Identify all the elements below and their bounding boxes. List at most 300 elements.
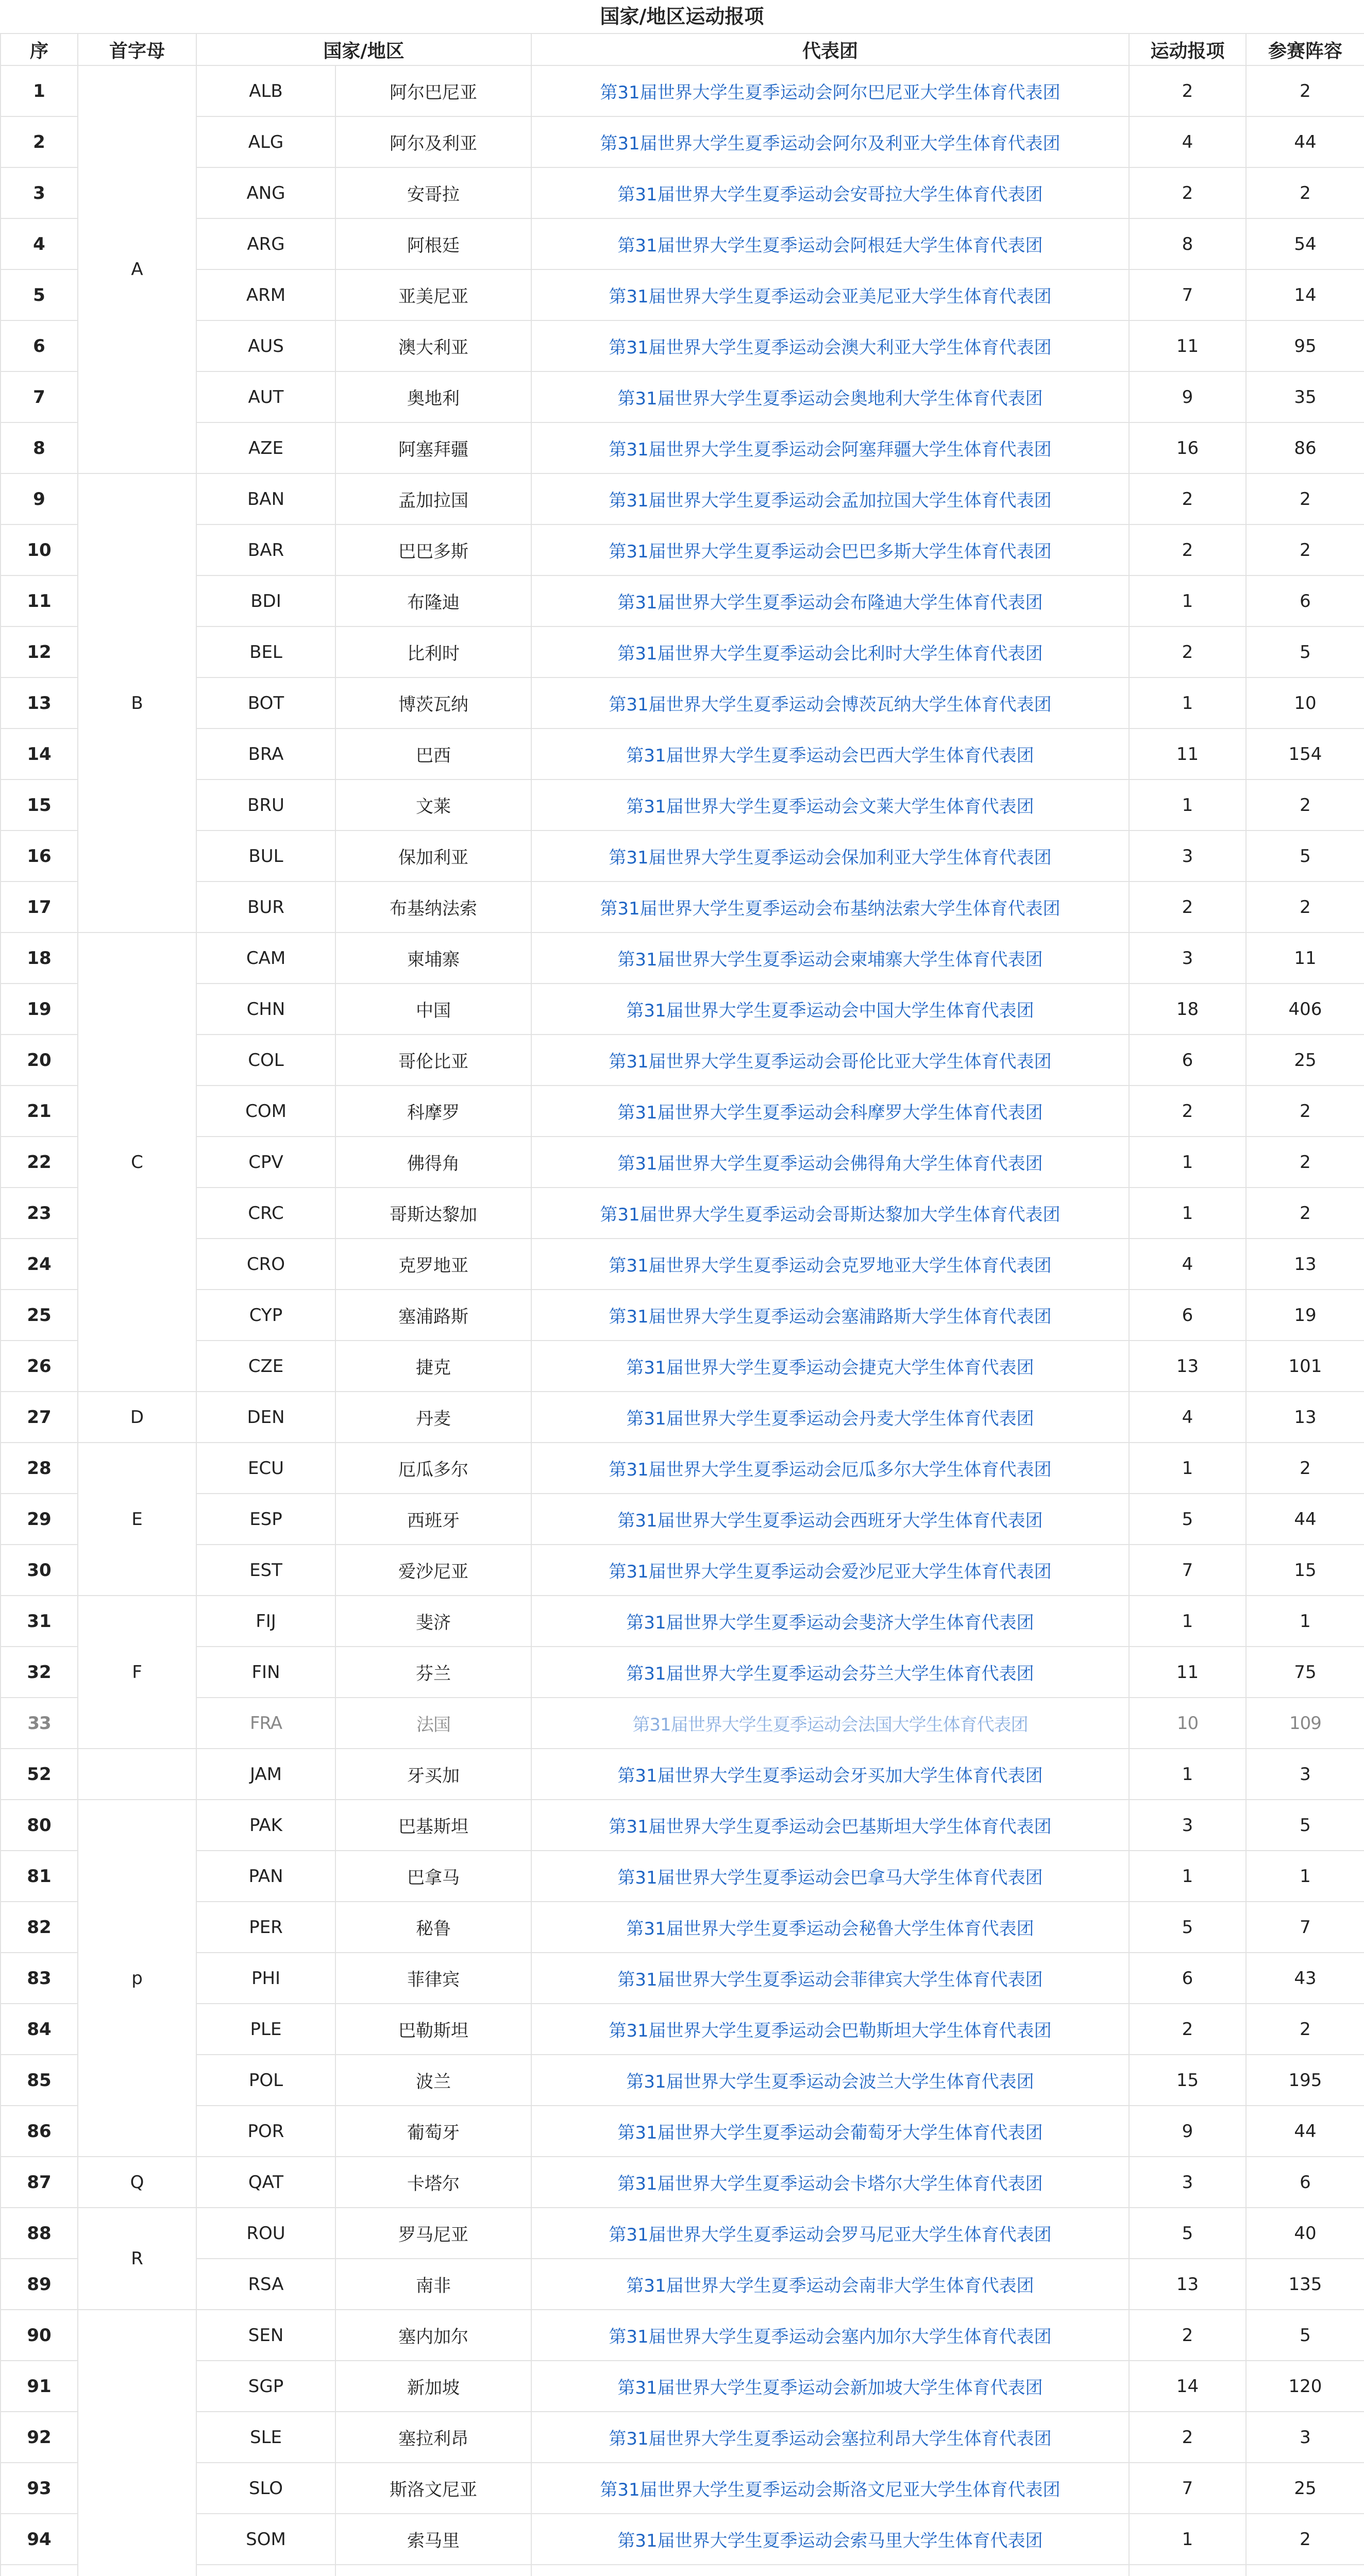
- events-cell: 1: [1129, 1851, 1246, 1902]
- region-cell: 巴基斯坦: [335, 1800, 531, 1851]
- letter-cell: [78, 1749, 196, 1800]
- region-cell: 索马里: [335, 2514, 531, 2565]
- seq-cell: 88: [1, 2208, 78, 2259]
- seq-cell: 9: [1, 473, 78, 524]
- table-row: [1, 2259, 1364, 2310]
- letter-cell: R: [78, 2208, 196, 2310]
- code-cell: PAK: [196, 1800, 335, 1851]
- seq-cell: 8: [1, 422, 78, 473]
- table-row: [1, 2463, 1364, 2514]
- team-cell: 第31届世界大学生夏季运动会塞浦路斯大学生体育代表团: [531, 1290, 1129, 1341]
- table-row: [1, 371, 1364, 422]
- region-cell: 佛得角: [335, 1137, 531, 1188]
- region-cell: 爱沙尼亚: [335, 1545, 531, 1596]
- team-cell: 第31届世界大学生夏季运动会阿根廷大学生体育代表团: [531, 218, 1129, 269]
- seq-cell: 6: [1, 320, 78, 371]
- team-cell: 第31届世界大学生夏季运动会安哥拉大学生体育代表团: [531, 167, 1129, 218]
- letter-cell: D: [78, 1392, 196, 1443]
- code-cell: CAM: [196, 933, 335, 984]
- seq-cell: 93: [1, 2463, 78, 2514]
- letter-cell: B: [78, 473, 196, 933]
- squad-cell: [1246, 2565, 1364, 2576]
- table-row: [1, 524, 1364, 575]
- squad-cell: 2: [1246, 65, 1364, 116]
- seq-cell: 24: [1, 1239, 78, 1290]
- table-row: [1, 2208, 1364, 2259]
- code-cell: ARG: [196, 218, 335, 269]
- region-cell: 布隆迪: [335, 575, 531, 626]
- code-cell: BEL: [196, 626, 335, 677]
- code-cell: PLE: [196, 2004, 335, 2055]
- region-cell: 阿根廷: [335, 218, 531, 269]
- team-cell: 第31届世界大学生夏季运动会科摩罗大学生体育代表团: [531, 1086, 1129, 1137]
- events-cell: 2: [1129, 473, 1246, 524]
- team-cell: 第31届世界大学生夏季运动会葡萄牙大学生体育代表团: [531, 2106, 1129, 2157]
- code-cell: PHI: [196, 1953, 335, 2004]
- events-cell: 10: [1129, 1698, 1246, 1749]
- events-cell: 1: [1129, 575, 1246, 626]
- code-cell: ESP: [196, 1494, 335, 1545]
- table-row: [1, 1341, 1364, 1392]
- events-cell: 3: [1129, 933, 1246, 984]
- seq-cell: 80: [1, 1800, 78, 1851]
- team-cell: 第31届世界大学生夏季运动会秘鲁大学生体育代表团: [531, 1902, 1129, 1953]
- seq-cell: 23: [1, 1188, 78, 1239]
- region-cell: 斐济: [335, 1596, 531, 1647]
- squad-cell: 3: [1246, 2412, 1364, 2463]
- region-cell: 菲律宾: [335, 1953, 531, 2004]
- region-cell: 阿尔及利亚: [335, 116, 531, 167]
- code-cell: PAN: [196, 1851, 335, 1902]
- code-cell: ECU: [196, 1443, 335, 1494]
- events-cell: 1: [1129, 779, 1246, 831]
- header-team: 代表团: [531, 33, 1129, 65]
- events-cell: 1: [1129, 1137, 1246, 1188]
- seq-cell: 21: [1, 1086, 78, 1137]
- seq-cell: 92: [1, 2412, 78, 2463]
- squad-cell: 44: [1246, 1494, 1364, 1545]
- events-cell: 13: [1129, 2259, 1246, 2310]
- team-cell: 第31届世界大学生夏季运动会西班牙大学生体育代表团: [531, 1494, 1129, 1545]
- seq-cell: 19: [1, 984, 78, 1035]
- team-cell: 第31届世界大学生夏季运动会奥地利大学生体育代表团: [531, 371, 1129, 422]
- team-cell: 第31届世界大学生夏季运动会阿塞拜疆大学生体育代表团: [531, 422, 1129, 473]
- code-cell: ARM: [196, 269, 335, 320]
- team-cell: 第31届世界大学生夏季运动会塞拉利昂大学生体育代表团: [531, 2412, 1129, 2463]
- events-cell: 1: [1129, 677, 1246, 728]
- team-cell: 第31届世界大学生夏季运动会布基纳法索大学生体育代表团: [531, 882, 1129, 933]
- events-cell: 7: [1129, 269, 1246, 320]
- table-row: [1, 575, 1364, 626]
- region-cell: 巴巴多斯: [335, 524, 531, 575]
- region-cell: [335, 2565, 531, 2576]
- table-row: [1, 2412, 1364, 2463]
- table-row: [1, 1290, 1364, 1341]
- region-cell: 保加利亚: [335, 831, 531, 882]
- table-row: [1, 1953, 1364, 2004]
- region-cell: 克罗地亚: [335, 1239, 531, 1290]
- table-row: [1, 831, 1364, 882]
- header-code-region: 国家/地区: [196, 33, 531, 65]
- region-cell: 法国: [335, 1698, 531, 1749]
- region-cell: 西班牙: [335, 1494, 531, 1545]
- table-row: [1, 1137, 1364, 1188]
- region-cell: 亚美尼亚: [335, 269, 531, 320]
- team-cell: 第31届世界大学生夏季运动会克罗地亚大学生体育代表团: [531, 1239, 1129, 1290]
- squad-cell: 5: [1246, 831, 1364, 882]
- squad-cell: 406: [1246, 984, 1364, 1035]
- events-cell: 1: [1129, 1443, 1246, 1494]
- letter-cell: E: [78, 1443, 196, 1596]
- events-cell: 2: [1129, 1086, 1246, 1137]
- region-cell: 布基纳法索: [335, 882, 531, 933]
- events-cell: 5: [1129, 2208, 1246, 2259]
- letter-cell: p: [78, 1800, 196, 2157]
- team-cell: 第31届世界大学生夏季运动会巴拿马大学生体育代表团: [531, 1851, 1129, 1902]
- code-cell: SGP: [196, 2361, 335, 2412]
- team-cell: 第31届世界大学生夏季运动会南非大学生体育代表团: [531, 2259, 1129, 2310]
- code-cell: EST: [196, 1545, 335, 1596]
- events-cell: 2: [1129, 626, 1246, 677]
- team-cell: 第31届世界大学生夏季运动会保加利亚大学生体育代表团: [531, 831, 1129, 882]
- seq-cell: 27: [1, 1392, 78, 1443]
- seq-cell: 7: [1, 371, 78, 422]
- team-cell: 第31届世界大学生夏季运动会厄瓜多尔大学生体育代表团: [531, 1443, 1129, 1494]
- page-title: 国家/地区运动报项: [600, 5, 764, 28]
- squad-cell: 2: [1246, 167, 1364, 218]
- code-cell: BRU: [196, 779, 335, 831]
- region-cell: 新加坡: [335, 2361, 531, 2412]
- events-cell: [1129, 2565, 1246, 2576]
- seq-cell: 29: [1, 1494, 78, 1545]
- region-cell: 波兰: [335, 2055, 531, 2106]
- region-cell: 厄瓜多尔: [335, 1443, 531, 1494]
- seq-cell: 12: [1, 626, 78, 677]
- squad-cell: 101: [1246, 1341, 1364, 1392]
- code-cell: BUL: [196, 831, 335, 882]
- table-row: [1, 779, 1364, 831]
- code-cell: BAN: [196, 473, 335, 524]
- team-cell: 第31届世界大学生夏季运动会菲律宾大学生体育代表团: [531, 1953, 1129, 2004]
- region-cell: 南非: [335, 2259, 531, 2310]
- code-cell: BRA: [196, 728, 335, 779]
- squad-cell: 7: [1246, 1902, 1364, 1953]
- letter-cell: Q: [78, 2157, 196, 2208]
- squad-cell: 44: [1246, 116, 1364, 167]
- team-cell: 第31届世界大学生夏季运动会爱沙尼亚大学生体育代表团: [531, 1545, 1129, 1596]
- code-cell: BUR: [196, 882, 335, 933]
- region-cell: 巴西: [335, 728, 531, 779]
- code-cell: ROU: [196, 2208, 335, 2259]
- events-cell: 4: [1129, 116, 1246, 167]
- region-cell: 安哥拉: [335, 167, 531, 218]
- seq-cell: 4: [1, 218, 78, 269]
- team-cell: 第31届世界大学生夏季运动会柬埔寨大学生体育代表团: [531, 933, 1129, 984]
- team-cell: 第31届世界大学生夏季运动会比利时大学生体育代表团: [531, 626, 1129, 677]
- seq-cell: 81: [1, 1851, 78, 1902]
- squad-cell: 2: [1246, 2004, 1364, 2055]
- table-row: [1, 218, 1364, 269]
- region-cell: 科摩罗: [335, 1086, 531, 1137]
- seq-cell: 89: [1, 2259, 78, 2310]
- region-cell: 罗马尼亚: [335, 2208, 531, 2259]
- squad-cell: 2: [1246, 2514, 1364, 2565]
- squad-cell: 2: [1246, 882, 1364, 933]
- team-cell: 第31届世界大学生夏季运动会波兰大学生体育代表团: [531, 2055, 1129, 2106]
- region-cell: 葡萄牙: [335, 2106, 531, 2157]
- region-cell: 澳大利亚: [335, 320, 531, 371]
- region-cell: 哥斯达黎加: [335, 1188, 531, 1239]
- team-cell: 第31届世界大学生夏季运动会巴基斯坦大学生体育代表团: [531, 1800, 1129, 1851]
- code-cell: SLO: [196, 2463, 335, 2514]
- squad-cell: 5: [1246, 2310, 1364, 2361]
- events-cell: 2: [1129, 2004, 1246, 2055]
- table-row: [1, 269, 1364, 320]
- table-row: [1, 1800, 1364, 1851]
- code-cell: DEN: [196, 1392, 335, 1443]
- code-cell: AZE: [196, 422, 335, 473]
- code-cell: BOT: [196, 677, 335, 728]
- region-cell: 塞浦路斯: [335, 1290, 531, 1341]
- squad-cell: 2: [1246, 1188, 1364, 1239]
- table-row: [1, 1851, 1364, 1902]
- region-cell: 巴拿马: [335, 1851, 531, 1902]
- table-row: [1, 167, 1364, 218]
- seq-cell: 20: [1, 1035, 78, 1086]
- seq-cell: 13: [1, 677, 78, 728]
- squad-cell: 1: [1246, 1596, 1364, 1647]
- events-cell: 6: [1129, 1290, 1246, 1341]
- region-cell: 塞拉利昂: [335, 2412, 531, 2463]
- letter-cell: C: [78, 933, 196, 1392]
- squad-cell: 2: [1246, 1443, 1364, 1494]
- code-cell: RSA: [196, 2259, 335, 2310]
- letter-cell: [78, 2310, 196, 2576]
- squad-cell: 2: [1246, 473, 1364, 524]
- seq-cell: 3: [1, 167, 78, 218]
- table-row: [1, 320, 1364, 371]
- team-cell: 第31届世界大学生夏季运动会文莱大学生体育代表团: [531, 779, 1129, 831]
- events-cell: 2: [1129, 2412, 1246, 2463]
- events-cell: 1: [1129, 1188, 1246, 1239]
- table-row: [1, 626, 1364, 677]
- seq-cell: 85: [1, 2055, 78, 2106]
- code-cell: BAR: [196, 524, 335, 575]
- region-cell: 博茨瓦纳: [335, 677, 531, 728]
- seq-cell: 32: [1, 1647, 78, 1698]
- header-squad: 参赛阵容: [1246, 33, 1364, 65]
- team-cell: 第31届世界大学生夏季运动会哥伦比亚大学生体育代表团: [531, 1035, 1129, 1086]
- seq-cell: 84: [1, 2004, 78, 2055]
- team-cell: 第31届世界大学生夏季运动会博茨瓦纳大学生体育代表团: [531, 677, 1129, 728]
- code-cell: SOM: [196, 2514, 335, 2565]
- code-cell: [196, 2565, 335, 2576]
- team-cell: 第31届世界大学生夏季运动会罗马尼亚大学生体育代表团: [531, 2208, 1129, 2259]
- events-cell: 5: [1129, 1494, 1246, 1545]
- table-row: [1, 1035, 1364, 1086]
- team-cell: 第31届世界大学生夏季运动会丹麦大学生体育代表团: [531, 1392, 1129, 1443]
- events-cell: 13: [1129, 1341, 1246, 1392]
- squad-cell: 19: [1246, 1290, 1364, 1341]
- team-cell: 第31届世界大学生夏季运动会索马里大学生体育代表团: [531, 2514, 1129, 2565]
- events-cell: 11: [1129, 728, 1246, 779]
- code-cell: CZE: [196, 1341, 335, 1392]
- table-row: [1, 882, 1364, 933]
- seq-cell: 83: [1, 1953, 78, 2004]
- table-row: [1, 984, 1364, 1035]
- table-row: [1, 65, 1364, 116]
- code-cell: SLE: [196, 2412, 335, 2463]
- seq-cell: 18: [1, 933, 78, 984]
- delegation-table: [0, 33, 1364, 2576]
- code-cell: FIN: [196, 1647, 335, 1698]
- team-cell: 第31届世界大学生夏季运动会孟加拉国大学生体育代表团: [531, 473, 1129, 524]
- squad-cell: 25: [1246, 1035, 1364, 1086]
- team-cell: 第31届世界大学生夏季运动会哥斯达黎加大学生体育代表团: [531, 1188, 1129, 1239]
- squad-cell: 2: [1246, 1137, 1364, 1188]
- table-row: [1, 2565, 1364, 2576]
- team-cell: 第31届世界大学生夏季运动会巴巴多斯大学生体育代表团: [531, 524, 1129, 575]
- events-cell: 2: [1129, 65, 1246, 116]
- squad-cell: 2: [1246, 1086, 1364, 1137]
- events-cell: 4: [1129, 1239, 1246, 1290]
- events-cell: 3: [1129, 1800, 1246, 1851]
- region-cell: 哥伦比亚: [335, 1035, 531, 1086]
- table-row: [1, 1545, 1364, 1596]
- events-cell: 2: [1129, 524, 1246, 575]
- seq-cell: 25: [1, 1290, 78, 1341]
- table-row: [1, 422, 1364, 473]
- code-cell: COM: [196, 1086, 335, 1137]
- seq-cell: 11: [1, 575, 78, 626]
- events-cell: 11: [1129, 320, 1246, 371]
- code-cell: CPV: [196, 1137, 335, 1188]
- table-row: [1, 116, 1364, 167]
- table-row: [1, 1188, 1364, 1239]
- events-cell: 3: [1129, 2157, 1246, 2208]
- events-cell: 9: [1129, 371, 1246, 422]
- events-cell: 3: [1129, 831, 1246, 882]
- region-cell: 牙买加: [335, 1749, 531, 1800]
- events-cell: 4: [1129, 1392, 1246, 1443]
- table-row: [1, 728, 1364, 779]
- code-cell: ANG: [196, 167, 335, 218]
- region-cell: 中国: [335, 984, 531, 1035]
- events-cell: 6: [1129, 1953, 1246, 2004]
- code-cell: CRC: [196, 1188, 335, 1239]
- team-cell: 第31届世界大学生夏季运动会卡塔尔大学生体育代表团: [531, 2157, 1129, 2208]
- code-cell: JAM: [196, 1749, 335, 1800]
- squad-cell: 2: [1246, 779, 1364, 831]
- seq-cell: 33: [1, 1698, 78, 1749]
- code-cell: CRO: [196, 1239, 335, 1290]
- seq-cell: 31: [1, 1596, 78, 1647]
- team-cell: 第31届世界大学生夏季运动会斯洛文尼亚大学生体育代表团: [531, 2463, 1129, 2514]
- squad-cell: 54: [1246, 218, 1364, 269]
- table-row: [1, 2106, 1364, 2157]
- region-cell: 孟加拉国: [335, 473, 531, 524]
- squad-cell: 1: [1246, 1851, 1364, 1902]
- region-cell: 阿塞拜疆: [335, 422, 531, 473]
- code-cell: CYP: [196, 1290, 335, 1341]
- code-cell: QAT: [196, 2157, 335, 2208]
- seq-cell: 2: [1, 116, 78, 167]
- squad-cell: 86: [1246, 422, 1364, 473]
- table-row: [1, 1596, 1364, 1647]
- events-cell: 1: [1129, 1596, 1246, 1647]
- squad-cell: 40: [1246, 2208, 1364, 2259]
- code-cell: FRA: [196, 1698, 335, 1749]
- team-cell: 第31届世界大学生夏季运动会巴西大学生体育代表团: [531, 728, 1129, 779]
- table-row: [1, 1494, 1364, 1545]
- table-row: [1, 1443, 1364, 1494]
- squad-cell: 43: [1246, 1953, 1364, 2004]
- events-cell: 6: [1129, 1035, 1246, 1086]
- squad-cell: 135: [1246, 2259, 1364, 2310]
- table-row: [1, 933, 1364, 984]
- seq-cell: 94: [1, 2514, 78, 2565]
- events-cell: 1: [1129, 1749, 1246, 1800]
- squad-cell: 75: [1246, 1647, 1364, 1698]
- code-cell: AUS: [196, 320, 335, 371]
- code-cell: COL: [196, 1035, 335, 1086]
- seq-cell: 5: [1, 269, 78, 320]
- squad-cell: 154: [1246, 728, 1364, 779]
- events-cell: 7: [1129, 1545, 1246, 1596]
- seq-cell: 87: [1, 2157, 78, 2208]
- table-row: [1, 473, 1364, 524]
- table-row: [1, 2514, 1364, 2565]
- team-cell: 第31届世界大学生夏季运动会新加坡大学生体育代表团: [531, 2361, 1129, 2412]
- team-cell: 第31届世界大学生夏季运动会布隆迪大学生体育代表团: [531, 575, 1129, 626]
- events-cell: 2: [1129, 2310, 1246, 2361]
- events-cell: 2: [1129, 882, 1246, 933]
- squad-cell: 14: [1246, 269, 1364, 320]
- code-cell: ALG: [196, 116, 335, 167]
- team-cell: 第31届世界大学生夏季运动会亚美尼亚大学生体育代表团: [531, 269, 1129, 320]
- code-cell: AUT: [196, 371, 335, 422]
- header-events: 运动报项: [1129, 33, 1246, 65]
- squad-cell: 95: [1246, 320, 1364, 371]
- region-cell: 捷克: [335, 1341, 531, 1392]
- table-row: [1, 2055, 1364, 2106]
- table-row: [1, 1902, 1364, 1953]
- region-cell: 文莱: [335, 779, 531, 831]
- region-cell: 丹麦: [335, 1392, 531, 1443]
- seq-cell: 26: [1, 1341, 78, 1392]
- seq-cell: 14: [1, 728, 78, 779]
- region-cell: 斯洛文尼亚: [335, 2463, 531, 2514]
- squad-cell: 25: [1246, 2463, 1364, 2514]
- team-cell: 第31届世界大学生夏季运动会塞内加尔大学生体育代表团: [531, 2310, 1129, 2361]
- squad-cell: 195: [1246, 2055, 1364, 2106]
- table-row: [1, 1086, 1364, 1137]
- events-cell: 1: [1129, 2514, 1246, 2565]
- letter-cell: F: [78, 1596, 196, 1749]
- code-cell: FIJ: [196, 1596, 335, 1647]
- squad-cell: 11: [1246, 933, 1364, 984]
- squad-cell: 13: [1246, 1392, 1364, 1443]
- events-cell: 2: [1129, 167, 1246, 218]
- events-cell: 18: [1129, 984, 1246, 1035]
- team-cell: [531, 2565, 1129, 2576]
- table-row: [1, 1239, 1364, 1290]
- events-cell: 5: [1129, 1902, 1246, 1953]
- seq-cell: 52: [1, 1749, 78, 1800]
- seq-cell: 82: [1, 1902, 78, 1953]
- squad-cell: 13: [1246, 1239, 1364, 1290]
- code-cell: POL: [196, 2055, 335, 2106]
